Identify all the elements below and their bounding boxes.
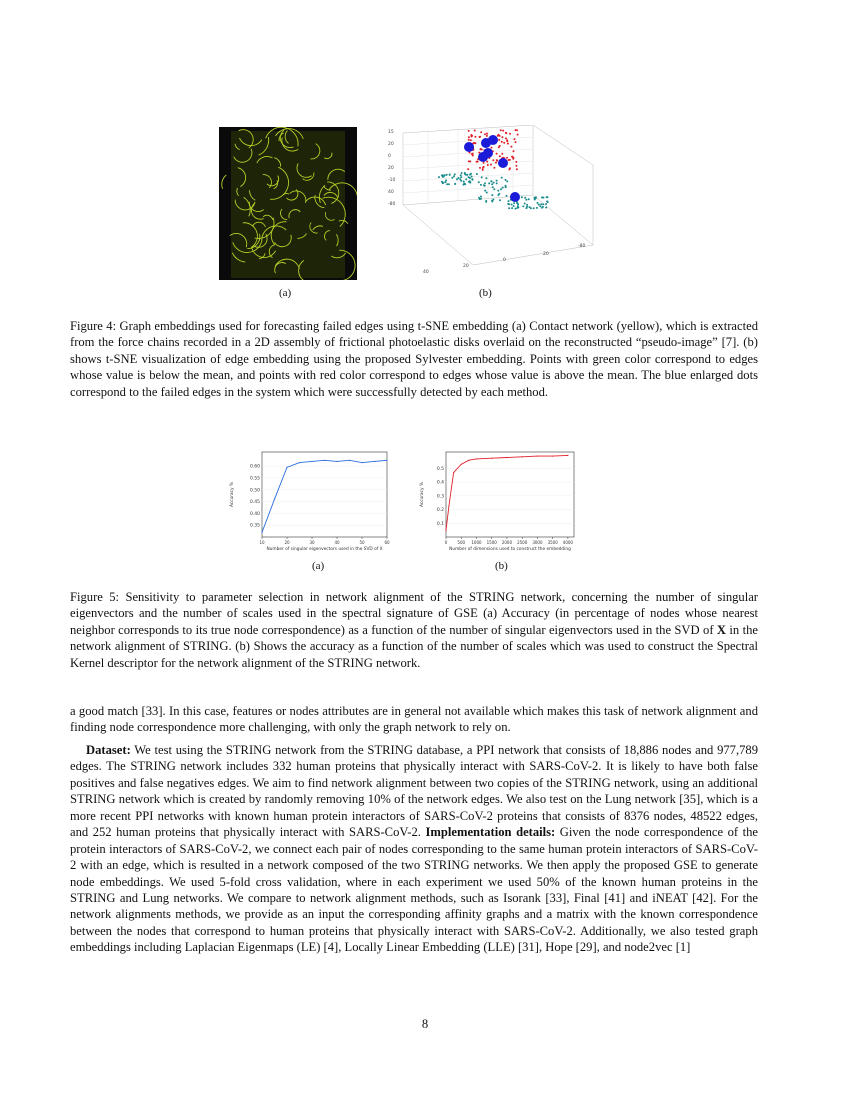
page-number: 8	[421, 1017, 429, 1031]
x-tick-label: 3000	[532, 540, 543, 545]
tsne-point-below-mean	[536, 207, 538, 209]
tsne-point-below-mean	[453, 175, 455, 177]
data-point	[552, 456, 553, 457]
tsne-point-below-mean	[497, 194, 499, 196]
tsne-point-above-mean	[501, 153, 503, 155]
tsne-point-above-mean	[503, 142, 505, 144]
tsne-point-below-mean	[511, 207, 513, 209]
tsne-point-below-mean	[491, 194, 493, 196]
tsne-point-below-mean	[529, 206, 531, 208]
tsne-point-above-mean	[486, 161, 488, 163]
tsne-point-above-mean	[513, 150, 515, 152]
x-tick-label: 40	[334, 540, 340, 545]
svg-text:20: 20	[388, 166, 394, 171]
tsne-point-above-mean	[483, 162, 485, 164]
figure5-label-b: (b)	[495, 560, 508, 572]
tsne-point-below-mean	[465, 174, 467, 176]
tsne-point-above-mean	[470, 134, 472, 136]
x-tick-label: 60	[384, 540, 390, 545]
data-point	[476, 458, 477, 459]
tsne-point-below-mean	[524, 197, 526, 199]
tsne-point-above-mean	[517, 134, 519, 136]
tsne-point-above-mean	[509, 133, 511, 135]
sensitivity-chart-eigenvectors	[228, 448, 393, 558]
x-axis-label: Number of singular eigenvectors used in the SVD of X	[266, 547, 383, 552]
tsne-point-above-mean	[515, 161, 517, 163]
tsne-point-above-mean	[502, 130, 504, 132]
tsne-point-above-mean	[510, 146, 512, 148]
series-line	[446, 455, 568, 530]
svg-text:-80: -80	[578, 244, 586, 249]
tsne-point-below-mean	[500, 188, 502, 190]
data-point	[537, 456, 538, 457]
tsne-point-below-mean	[501, 177, 503, 179]
data-point	[336, 461, 337, 462]
tsne-point-above-mean	[468, 136, 470, 138]
tsne-point-below-mean	[526, 204, 528, 206]
x-axis-label: Number of dimensions used to construct the embedding	[449, 547, 571, 552]
svg-text:20: 20	[543, 252, 549, 257]
x-tick-label: 2500	[517, 540, 528, 545]
tsne-point-below-mean	[441, 181, 443, 183]
y-tick-label: 0.1	[436, 521, 444, 527]
tsne-point-failed-edge	[464, 142, 474, 152]
tsne-point-above-mean	[486, 135, 488, 137]
figure5-label-a: (a)	[312, 560, 325, 572]
tsne-point-above-mean	[490, 164, 492, 166]
tsne-point-below-mean	[470, 173, 472, 175]
tsne-point-above-mean	[505, 132, 507, 134]
tsne-point-above-mean	[514, 138, 516, 140]
tsne-point-above-mean	[512, 158, 514, 160]
tsne-point-below-mean	[541, 207, 543, 209]
series-line	[262, 460, 387, 532]
data-point	[453, 472, 454, 473]
tsne-point-below-mean	[449, 174, 451, 176]
tsne-point-below-mean	[451, 177, 453, 179]
tsne-point-below-mean	[524, 203, 526, 205]
tsne-point-below-mean	[468, 181, 470, 183]
data-point	[374, 461, 375, 462]
data-point	[468, 460, 469, 461]
tsne-point-above-mean	[492, 159, 494, 161]
tsne-point-above-mean	[472, 155, 474, 157]
tsne-point-below-mean	[480, 196, 482, 198]
tsne-point-below-mean	[478, 181, 480, 183]
paragraph-dataset: Dataset: We test using the STRING network from the STRING database, a PPI network that consists of 18,886 nodes and 977,789 edges. The STRING network includes 332 human proteins that physically interact with SARS-CoV-2. It is likely to have both false positives and false negatives edges. We aim to find network alignment between two copies of the STRING network, using an additional STRING network which is created by randomly removing 10% of the network edges. We also test on the Lung network [35], which is a more recent PPI networks with known human protein interactors of SARS-CoV-2 proteins that consists of 8376 nodes, 48522 edges, and 252 human proteins that physically interact with SARS-CoV-2. Implementation details: Given the node correspondence of the protein interactors of SARS-CoV-2, we connect each pair of nodes corresponding to the same human protein interactors of SARS-CoV-2 with an edge, which is resulted in a network composed of the two STRING networks. We then apply the proposed GSE to generate node embeddings. We used 5-fold cross validation, where in each experiment we used 50% of the known human proteins in the STRING and Lung networks. We compare to network alignment methods, such as Isorank [33], Final [41] and iNEAT [42]. For the network alignments methods, we provide as an input the corresponding affinity graphs and a matrix with the known correspondence between the nodes that correspond to human proteins that physically interact with SARS-CoV-2. Additionally, we also tested graph embeddings including Laplacian Eigenmaps (LE) [4], Locally Linear Embedding (LLE) [31], Hope [29], and node2vec [1]	[70, 742, 758, 955]
tsne-point-below-mean	[505, 179, 507, 181]
tsne-point-above-mean	[515, 165, 517, 167]
tsne-point-above-mean	[484, 133, 486, 135]
tsne-point-below-mean	[491, 201, 493, 203]
tsne-point-below-mean	[538, 204, 540, 206]
tsne-point-below-mean	[525, 199, 527, 201]
tsne-point-below-mean	[460, 180, 462, 182]
tsne-point-below-mean	[448, 183, 450, 185]
tsne-point-below-mean	[490, 180, 492, 182]
body-text	[70, 703, 758, 956]
x-tick-label: 30	[309, 540, 315, 545]
tsne-point-below-mean	[444, 181, 446, 183]
tsne-point-below-mean	[496, 180, 498, 182]
tsne-point-below-mean	[547, 201, 549, 203]
data-point	[461, 464, 462, 465]
tsne-point-below-mean	[508, 207, 510, 209]
svg-text:20: 20	[463, 264, 469, 269]
tsne-point-below-mean	[493, 188, 495, 190]
y-axis-label: Accuracy %	[420, 481, 425, 508]
data-point	[324, 460, 325, 461]
tsne-point-below-mean	[446, 174, 448, 176]
contact-network-image	[219, 127, 357, 280]
figure-5	[0, 448, 850, 573]
tsne-point-above-mean	[516, 129, 518, 131]
tsne-point-above-mean	[516, 168, 518, 170]
tsne-point-below-mean	[528, 198, 530, 200]
tsne-point-above-mean	[470, 139, 472, 141]
svg-text:20: 20	[388, 142, 394, 147]
tsne-point-above-mean	[467, 168, 469, 170]
data-point	[567, 455, 568, 456]
tsne-point-failed-edge	[488, 135, 498, 145]
tsne-point-below-mean	[491, 183, 493, 185]
tsne-point-below-mean	[476, 173, 478, 175]
svg-text:-10: -10	[388, 178, 396, 183]
tsne-point-above-mean	[505, 137, 507, 139]
svg-text:40: 40	[423, 270, 429, 273]
x-tick-label: 0	[444, 540, 448, 545]
data-point	[361, 462, 362, 463]
tsne-point-below-mean	[517, 203, 519, 205]
tsne-point-below-mean	[533, 207, 535, 209]
svg-text:0: 0	[388, 154, 391, 159]
tsne-point-below-mean	[516, 207, 518, 209]
tsne-point-below-mean	[464, 183, 466, 185]
tsne-point-below-mean	[502, 187, 504, 189]
svg-text:-80: -80	[388, 202, 396, 207]
x-tick-label: 1000	[471, 540, 482, 545]
tsne-point-below-mean	[471, 178, 473, 180]
tsne-point-below-mean	[480, 198, 482, 200]
tsne-point-above-mean	[515, 141, 517, 143]
tsne-point-below-mean	[486, 192, 488, 194]
tsne-point-above-mean	[499, 155, 501, 157]
figure5-caption: Figure 5: Sensitivity to parameter selection in network alignment of the STRING network, concerning the number of singular eigenvectors and the number of scales used in the spectral signature of GSE (a) Accuracy (in percentage of nodes whose nearest neighbor corresponds to its true node correspondence) as a function of the number of singular eigenvectors used in the SVD of X in the network alignment of STRING. (b) Shows the accuracy as a function of the number of scales which was used to construct the Spectral Kernel descriptor for the network alignment of the STRING network.	[70, 590, 758, 670]
tsne-point-above-mean	[479, 167, 481, 169]
tsne-point-below-mean	[545, 203, 547, 205]
x-tick-label: 3500	[547, 540, 558, 545]
tsne-point-below-mean	[537, 202, 539, 204]
tsne-point-above-mean	[507, 143, 509, 145]
tsne-point-failed-edge	[510, 192, 520, 202]
sensitivity-chart-scales	[418, 448, 580, 558]
tsne-point-below-mean	[471, 176, 473, 178]
tsne-point-below-mean	[457, 177, 459, 179]
data-point	[386, 460, 387, 461]
tsne-point-below-mean	[465, 178, 467, 180]
tsne-point-above-mean	[498, 139, 500, 141]
tsne-point-above-mean	[479, 148, 481, 150]
tsne-point-below-mean	[506, 195, 508, 197]
tsne-point-above-mean	[479, 136, 481, 138]
y-axis-label: Accuracy %	[230, 481, 235, 508]
figure4-label-b: (b)	[479, 287, 492, 299]
data-point	[445, 530, 446, 531]
tsne-point-below-mean	[517, 205, 519, 207]
tsne-point-below-mean	[496, 182, 498, 184]
x-tick-label: 2000	[501, 540, 513, 545]
tsne-point-below-mean	[480, 184, 482, 186]
x-tick-label: 1500	[486, 540, 497, 545]
data-point	[491, 458, 492, 459]
tsne-point-above-mean	[487, 164, 489, 166]
tsne-point-below-mean	[525, 207, 527, 209]
tsne-point-above-mean	[483, 166, 485, 168]
y-tick-label: 0.2	[436, 508, 444, 514]
tsne-point-below-mean	[460, 174, 462, 176]
data-point	[349, 460, 350, 461]
tsne-point-below-mean	[492, 186, 494, 188]
tsne-point-below-mean	[545, 207, 547, 209]
tsne-point-above-mean	[493, 167, 495, 169]
tsne-point-above-mean	[491, 147, 493, 149]
pseudo-image-area	[231, 131, 345, 278]
tsne-point-below-mean	[539, 205, 541, 207]
tsne-point-below-mean	[454, 173, 456, 175]
tsne-point-failed-edge	[498, 158, 508, 168]
x-tick-label: 20	[284, 540, 290, 545]
tsne-point-failed-edge	[478, 152, 488, 162]
tsne-point-below-mean	[469, 177, 471, 179]
tsne-point-below-mean	[445, 179, 447, 181]
tsne-point-above-mean	[486, 133, 488, 135]
tsne-point-below-mean	[488, 182, 490, 184]
data-point	[448, 505, 449, 506]
plot-frame	[262, 452, 387, 537]
y-tick-label: 0.55	[249, 476, 260, 482]
tsne-point-above-mean	[509, 167, 511, 169]
tsne-point-above-mean	[506, 157, 508, 159]
tsne-point-below-mean	[461, 172, 463, 174]
tsne-point-above-mean	[499, 135, 501, 137]
y-tick-label: 0.5	[436, 466, 444, 472]
tsne-point-below-mean	[484, 182, 486, 184]
y-tick-label: 0.45	[249, 500, 260, 506]
tsne-point-below-mean	[541, 196, 543, 198]
tsne-point-above-mean	[474, 130, 476, 132]
tsne-point-below-mean	[515, 208, 517, 210]
tsne-point-above-mean	[468, 130, 470, 132]
figure4-caption: Figure 4: Graph embeddings used for forecasting failed edges using t-SNE embedding (a) Contact network (yellow), which is extracted from the force chains recorded in a 2D assembly of frictional photoelastic disks overlaid on the reconstructed “pseudo-image” [7]. (b) shows t-SNE visualization of edge embedding using the proposed Sylvester embedding. Points with green color correspond to edges whose value is below the mean, and points with red color correspond to edges whose value is above the mean. The blue enlarged dots correspond to the failed edges in the system which were successfully detected by each method.	[70, 319, 758, 399]
tsne-point-above-mean	[501, 136, 503, 138]
data-point	[311, 461, 312, 462]
y-tick-label: 0.4	[436, 480, 444, 486]
plot-frame	[446, 452, 574, 537]
tsne-point-below-mean	[522, 205, 524, 207]
tsne-point-above-mean	[506, 140, 508, 142]
tsne-point-above-mean	[468, 139, 470, 141]
tsne-point-below-mean	[547, 196, 549, 198]
tsne-point-below-mean	[497, 190, 499, 192]
x-tick-label: 500	[457, 540, 466, 545]
data-point	[522, 456, 523, 457]
tsne-point-above-mean	[499, 145, 501, 147]
tsne-point-below-mean	[513, 202, 515, 204]
tsne-point-above-mean	[482, 169, 484, 171]
tsne-point-below-mean	[460, 176, 462, 178]
tsne-point-below-mean	[456, 178, 458, 180]
tsne-point-below-mean	[535, 196, 537, 198]
tsne-point-below-mean	[485, 201, 487, 203]
tsne-point-above-mean	[500, 129, 502, 131]
tsne-point-above-mean	[501, 141, 503, 143]
tsne-point-below-mean	[438, 176, 440, 178]
tsne-point-below-mean	[511, 204, 513, 206]
y-tick-label: 0.60	[249, 464, 260, 470]
y-tick-label: 0.50	[249, 488, 260, 494]
tsne-point-below-mean	[505, 185, 507, 187]
tsne-point-below-mean	[493, 182, 495, 184]
tsne-point-below-mean	[507, 203, 509, 205]
tsne-3d-plot	[383, 125, 598, 273]
tsne-point-above-mean	[474, 136, 476, 138]
tsne-point-above-mean	[495, 162, 497, 164]
tsne-point-above-mean	[496, 153, 498, 155]
x-tick-label: 10	[259, 540, 265, 545]
svg-text:15: 15	[388, 130, 394, 135]
tsne-point-below-mean	[492, 199, 494, 201]
tsne-point-below-mean	[508, 200, 510, 202]
tsne-point-below-mean	[485, 177, 487, 179]
figure4-label-a: (a)	[279, 287, 292, 299]
tsne-point-below-mean	[534, 199, 536, 201]
y-tick-label: 0.35	[249, 523, 260, 529]
x-tick-label: 4000	[562, 540, 573, 545]
tsne-point-above-mean	[509, 159, 511, 161]
tsne-point-below-mean	[483, 184, 485, 186]
y-tick-label: 0.40	[249, 511, 260, 517]
tsne-point-below-mean	[499, 199, 501, 201]
tsne-point-below-mean	[481, 176, 483, 178]
data-point	[274, 499, 275, 500]
tsne-point-above-mean	[477, 161, 479, 163]
tsne-point-above-mean	[511, 156, 513, 158]
tsne-point-above-mean	[496, 159, 498, 161]
data-point	[261, 532, 262, 533]
tsne-point-below-mean	[463, 181, 465, 183]
y-tick-label: 0.3	[436, 494, 444, 500]
tsne-point-below-mean	[513, 205, 515, 207]
tsne-point-above-mean	[480, 131, 482, 133]
tsne-point-above-mean	[469, 161, 471, 163]
data-point	[286, 467, 287, 468]
svg-text:40: 40	[388, 190, 394, 195]
tsne-point-below-mean	[521, 196, 523, 198]
tsne-point-below-mean	[443, 176, 445, 178]
tsne-point-above-mean	[474, 142, 476, 144]
figure-4	[0, 125, 850, 305]
paragraph-intro: a good match [33]. In this case, features or nodes attributes are in general not available which makes this task of network alignment and finding node correspondence more challenging, with only the graph network to rely on.	[70, 704, 758, 735]
data-point	[299, 462, 300, 463]
tsne-point-below-mean	[446, 183, 448, 185]
svg-text:0: 0	[503, 258, 506, 263]
tsne-point-below-mean	[484, 190, 486, 192]
tsne-point-below-mean	[540, 203, 542, 205]
tsne-point-below-mean	[542, 203, 544, 205]
tsne-point-below-mean	[506, 180, 508, 182]
data-point	[506, 457, 507, 458]
tsne-point-below-mean	[454, 183, 456, 185]
x-tick-label: 50	[359, 540, 365, 545]
